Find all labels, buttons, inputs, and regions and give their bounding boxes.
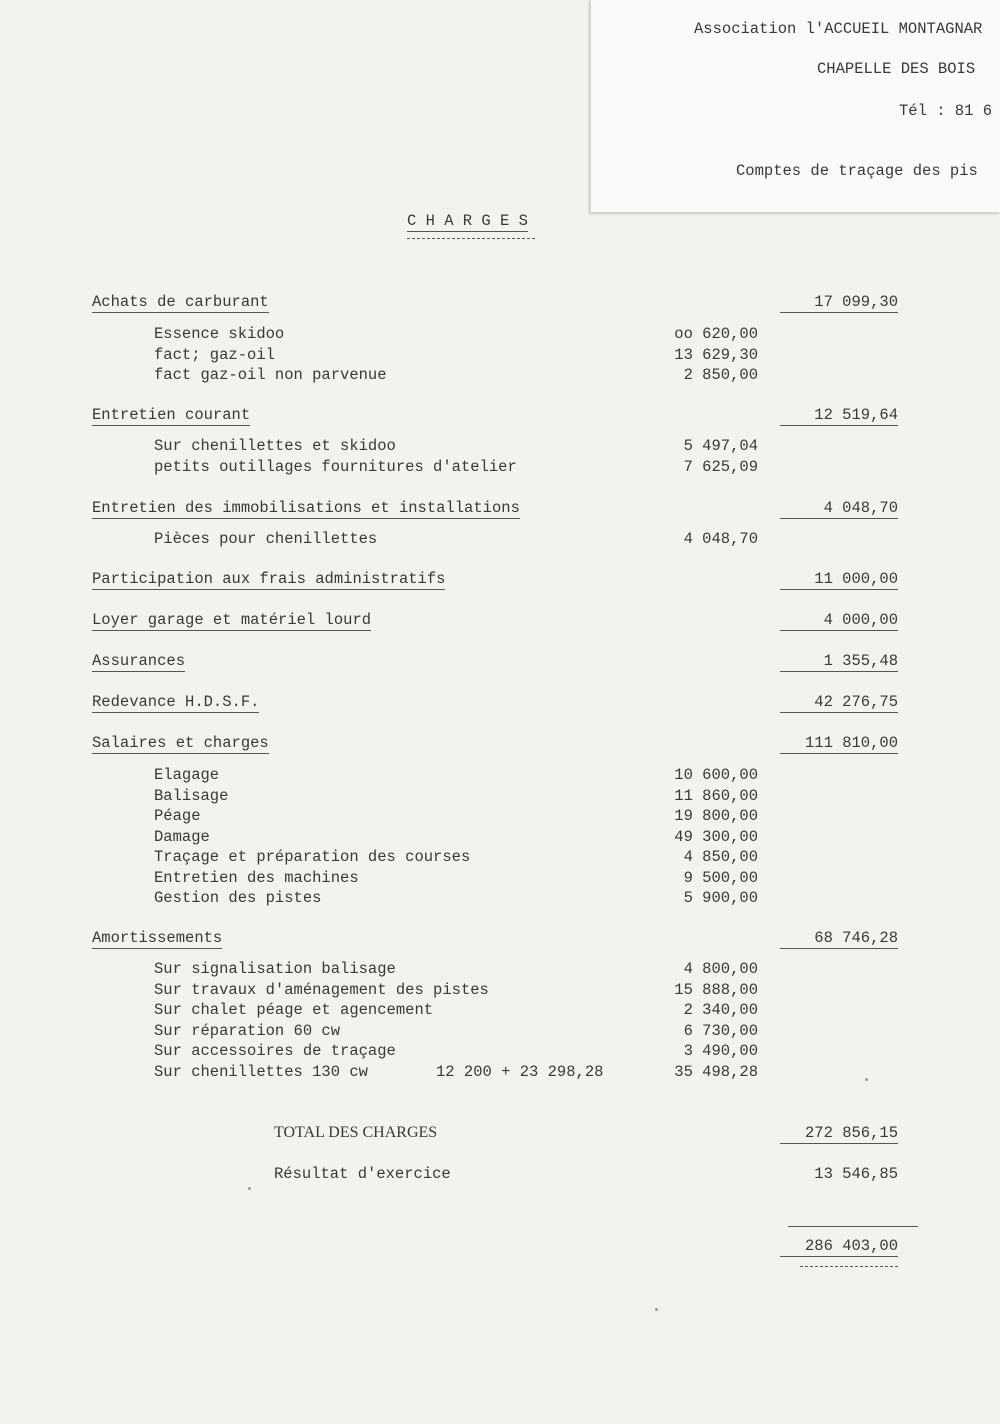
line-item-label: Sur réparation 60 cw: [154, 1021, 341, 1040]
total-charges-amount: 272 856,15: [780, 1124, 898, 1144]
line-item-label: Gestion des pistes: [154, 889, 322, 907]
line-item-label: Sur chenillettes et skidoo: [154, 437, 396, 455]
section-heading: Entretien courant: [92, 406, 251, 424]
section-total: 68 746,28: [780, 929, 898, 949]
section-total: 4 048,70: [780, 499, 898, 519]
line-item-amount: 5 900,00: [683, 889, 758, 907]
paper-speck: [865, 1078, 868, 1081]
line-item-amount: 49 300,00: [674, 827, 758, 846]
line-item-label: Sur accessoires de traçage: [154, 1042, 396, 1060]
line-item-amount: 6 730,00: [683, 1021, 758, 1040]
line-item-label: Essence skidoo: [154, 325, 285, 343]
line-item-label: Damage: [154, 827, 210, 846]
line-item-label: Traçage et préparation des courses: [154, 848, 471, 866]
section-heading: Assurances: [92, 652, 186, 670]
header-slip: [590, 0, 1000, 213]
org-name: Association l'ACCUEIL MONTAGNAR: [694, 20, 983, 38]
section-total: 111 810,00: [780, 734, 898, 754]
section-total: 11 000,00: [780, 570, 898, 590]
line-item-label: fact; gaz-oil: [154, 345, 275, 364]
result-label: Résultat d'exercice: [274, 1165, 451, 1183]
line-item-label: Péage: [154, 807, 201, 825]
line-item-label: Sur signalisation balisage: [154, 960, 396, 978]
document-subject: Comptes de traçage des pis: [736, 162, 978, 180]
line-item-amount: 2 850,00: [683, 366, 758, 384]
section-heading: Amortissements: [92, 929, 223, 947]
section-heading: Participation aux frais administratifs: [92, 570, 446, 588]
page-title: C H A R G E S: [407, 212, 528, 230]
line-item-label: Pièces pour chenillettes: [154, 530, 378, 548]
section-total: 17 099,30: [780, 293, 898, 313]
org-tel: Tél : 81 6: [899, 102, 993, 120]
line-item-label: Elagage: [154, 766, 220, 784]
line-item-amount: 35 498,28: [674, 1062, 758, 1081]
line-item-amount: oo 620,00: [674, 325, 758, 343]
org-place: CHAPELLE DES BOIS: [817, 60, 976, 78]
grand-total-double-underline: [800, 1266, 898, 1267]
title-double-underline: [407, 238, 535, 239]
sum-rule: [788, 1226, 918, 1227]
line-item-amount: 9 500,00: [683, 868, 758, 887]
line-item-amount: 15 888,00: [674, 980, 758, 999]
line-item-label: Balisage: [154, 786, 229, 805]
line-item-detail: 12 200 + 23 298,28: [436, 1062, 604, 1081]
result-amount: 13 546,85: [814, 1165, 898, 1183]
line-item-label: Sur chenillettes 130 cw: [154, 1062, 368, 1081]
section-heading: Entretien des immobilisations et installations: [92, 499, 520, 517]
paper-speck: [655, 1308, 658, 1311]
line-item-label: Sur chalet péage et agencement: [154, 1001, 434, 1019]
paper-speck: [248, 1187, 251, 1190]
line-item-amount: 7 625,09: [683, 457, 758, 476]
section-total: 4 000,00: [780, 611, 898, 631]
line-item-amount: 2 340,00: [683, 1001, 758, 1019]
line-item-amount: 4 850,00: [683, 848, 758, 866]
line-item-label: petits outillages fournitures d'atelier: [154, 457, 517, 476]
line-item-amount: 10 600,00: [674, 766, 758, 784]
section-heading: Salaires et charges: [92, 734, 269, 752]
section-total: 12 519,64: [780, 406, 898, 426]
line-item-amount: 5 497,04: [683, 437, 758, 455]
section-total: 1 355,48: [780, 652, 898, 672]
line-item-amount: 4 048,70: [683, 530, 758, 548]
line-item-amount: 13 629,30: [674, 345, 758, 364]
section-heading: Redevance H.D.S.F.: [92, 693, 260, 711]
line-item-amount: 4 800,00: [683, 960, 758, 978]
line-item-label: Entretien des machines: [154, 868, 359, 887]
section-heading: Loyer garage et matériel lourd: [92, 611, 372, 629]
section-total: 42 276,75: [780, 693, 898, 713]
line-item-amount: 19 800,00: [674, 807, 758, 825]
total-charges-label: TOTAL DES CHARGES: [274, 1124, 438, 1141]
line-item-amount: 11 860,00: [674, 786, 758, 805]
line-item-label: Sur travaux d'aménagement des pistes: [154, 980, 489, 999]
line-item-label: fact gaz-oil non parvenue: [154, 366, 387, 384]
grand-total-amount: 286 403,00: [780, 1237, 898, 1257]
line-item-amount: 3 490,00: [683, 1042, 758, 1060]
section-heading: Achats de carburant: [92, 293, 269, 311]
